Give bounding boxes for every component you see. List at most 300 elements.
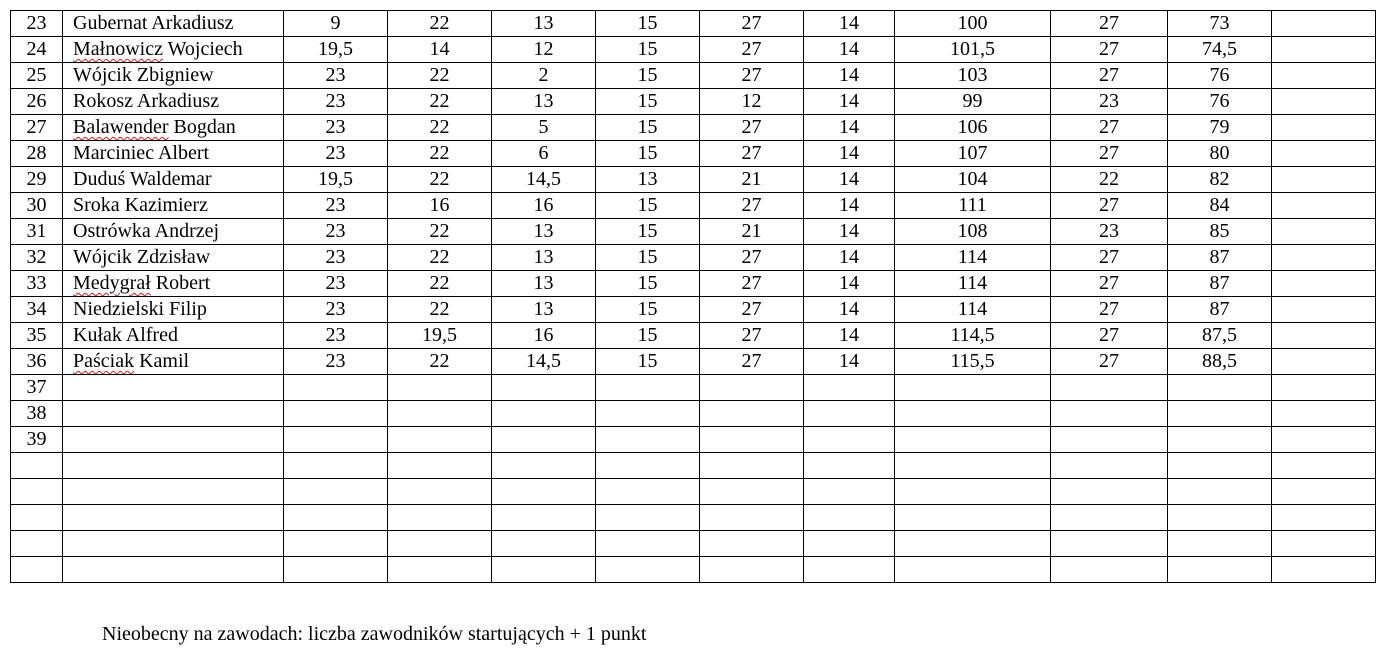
score-cell[interactable]: 21	[700, 219, 804, 245]
score-cell[interactable]	[700, 557, 804, 583]
score-cell[interactable]	[1272, 219, 1376, 245]
score-cell[interactable]	[1272, 349, 1376, 375]
score-cell[interactable]	[895, 401, 1051, 427]
row-number-cell[interactable]	[11, 453, 63, 479]
table-row	[11, 167, 1376, 193]
row-number-cell[interactable]: 38	[11, 401, 63, 427]
score-cell[interactable]	[284, 557, 388, 583]
row-number-cell[interactable]: 28	[11, 141, 63, 167]
score-cell[interactable]	[1051, 427, 1168, 453]
score-cell[interactable]	[804, 453, 895, 479]
score-cell[interactable]: 15	[596, 219, 700, 245]
score-cell[interactable]	[804, 401, 895, 427]
score-cell[interactable]	[388, 375, 492, 401]
competitor-name-cell[interactable]	[63, 427, 284, 453]
score-cell[interactable]: 21	[700, 167, 804, 193]
score-cell[interactable]: 23	[284, 245, 388, 271]
score-cell[interactable]	[492, 505, 596, 531]
competitor-name-cell[interactable]	[63, 37, 284, 63]
score-cell[interactable]: 22	[1051, 167, 1168, 193]
score-cell[interactable]: 16	[492, 193, 596, 219]
score-cell[interactable]: 108	[895, 219, 1051, 245]
score-cell[interactable]: 13	[492, 271, 596, 297]
score-cell[interactable]	[1272, 479, 1376, 505]
score-cell[interactable]	[1272, 297, 1376, 323]
row-number-cell[interactable]: 30	[11, 193, 63, 219]
score-cell[interactable]	[492, 401, 596, 427]
table-row	[11, 323, 1376, 349]
score-cell[interactable]: 14	[804, 297, 895, 323]
score-cell[interactable]: 19,5	[388, 323, 492, 349]
score-cell[interactable]: 76	[1168, 89, 1272, 115]
table-row	[11, 271, 1376, 297]
score-cell[interactable]: 15	[596, 37, 700, 63]
score-cell[interactable]	[895, 427, 1051, 453]
competitor-name-cell[interactable]	[63, 271, 284, 297]
competitor-name-text: Gubernat Arkadiusz	[73, 12, 234, 34]
competitor-name-cell[interactable]	[63, 323, 284, 349]
score-cell[interactable]	[1272, 401, 1376, 427]
score-cell[interactable]: 22	[388, 63, 492, 89]
competitor-name-text: Wojciech	[162, 38, 243, 60]
score-cell[interactable]	[1051, 453, 1168, 479]
score-cell[interactable]	[284, 453, 388, 479]
row-number-cell[interactable]: 25	[11, 63, 63, 89]
score-cell[interactable]	[492, 375, 596, 401]
score-cell[interactable]	[804, 427, 895, 453]
score-cell[interactable]: 27	[700, 193, 804, 219]
score-cell[interactable]: 14	[804, 193, 895, 219]
table-row	[11, 479, 1376, 505]
score-cell[interactable]	[700, 401, 804, 427]
score-cell[interactable]: 27	[700, 115, 804, 141]
score-cell[interactable]: 114	[895, 245, 1051, 271]
competitor-name-cell[interactable]	[63, 193, 284, 219]
score-cell[interactable]	[1051, 531, 1168, 557]
score-cell[interactable]: 23	[284, 323, 388, 349]
score-cell[interactable]: 23	[284, 271, 388, 297]
competitor-name-cell[interactable]	[63, 63, 284, 89]
row-number-cell[interactable]: 24	[11, 37, 63, 63]
spellcheck-flagged-word: Paściak	[73, 350, 135, 372]
score-cell[interactable]: 14	[804, 37, 895, 63]
score-cell[interactable]: 23	[284, 219, 388, 245]
score-cell[interactable]	[596, 531, 700, 557]
score-cell[interactable]: 14	[804, 271, 895, 297]
score-cell[interactable]	[1272, 63, 1376, 89]
competitor-name-cell[interactable]	[63, 531, 284, 557]
score-cell[interactable]: 114	[895, 271, 1051, 297]
score-cell[interactable]: 14	[804, 219, 895, 245]
table-row	[11, 11, 1376, 37]
competitor-name-cell[interactable]	[63, 141, 284, 167]
score-cell[interactable]: 27	[700, 323, 804, 349]
score-cell[interactable]: 15	[596, 245, 700, 271]
score-cell[interactable]: 14	[804, 63, 895, 89]
row-number-cell[interactable]: 35	[11, 323, 63, 349]
score-cell[interactable]	[700, 479, 804, 505]
spellcheck-flagged-word: Małnowicz	[73, 38, 163, 60]
competitor-name-text: Sroka Kazimierz	[73, 194, 208, 216]
score-cell[interactable]: 80	[1168, 141, 1272, 167]
score-cell[interactable]: 15	[596, 63, 700, 89]
score-cell[interactable]: 27	[1051, 297, 1168, 323]
score-cell[interactable]	[388, 453, 492, 479]
table-row	[11, 37, 1376, 63]
score-cell[interactable]: 27	[700, 349, 804, 375]
competitor-name-cell[interactable]	[63, 219, 284, 245]
score-cell[interactable]: 23	[1051, 219, 1168, 245]
score-cell[interactable]: 22	[388, 115, 492, 141]
score-cell[interactable]	[596, 427, 700, 453]
row-number-cell[interactable]: 39	[11, 427, 63, 453]
table-row	[11, 219, 1376, 245]
score-cell[interactable]	[700, 453, 804, 479]
table-row	[11, 115, 1376, 141]
table-row	[11, 193, 1376, 219]
score-cell[interactable]	[388, 401, 492, 427]
score-cell[interactable]	[1272, 245, 1376, 271]
score-cell[interactable]: 22	[388, 271, 492, 297]
score-cell[interactable]	[1272, 89, 1376, 115]
score-cell[interactable]: 22	[388, 141, 492, 167]
score-cell[interactable]	[492, 479, 596, 505]
results-table-body	[11, 11, 1376, 583]
table-row	[11, 245, 1376, 271]
score-cell[interactable]	[492, 531, 596, 557]
score-cell[interactable]: 15	[596, 349, 700, 375]
score-cell[interactable]: 27	[700, 245, 804, 271]
score-cell[interactable]: 27	[1051, 115, 1168, 141]
score-cell[interactable]: 23	[284, 115, 388, 141]
score-cell[interactable]	[700, 427, 804, 453]
table-row	[11, 297, 1376, 323]
score-cell[interactable]	[492, 453, 596, 479]
score-cell[interactable]: 111	[895, 193, 1051, 219]
row-number-cell[interactable]: 37	[11, 375, 63, 401]
score-cell[interactable]: 103	[895, 63, 1051, 89]
score-cell[interactable]: 22	[388, 219, 492, 245]
row-number-cell[interactable]	[11, 479, 63, 505]
table-row	[11, 557, 1376, 583]
score-cell[interactable]	[1168, 479, 1272, 505]
score-cell[interactable]: 27	[700, 271, 804, 297]
score-cell[interactable]: 27	[700, 37, 804, 63]
score-cell[interactable]	[596, 505, 700, 531]
score-cell[interactable]	[284, 427, 388, 453]
score-cell[interactable]: 19,5	[284, 167, 388, 193]
score-cell[interactable]: 13	[492, 245, 596, 271]
table-row	[11, 89, 1376, 115]
score-cell[interactable]	[1272, 375, 1376, 401]
score-cell[interactable]: 23	[284, 89, 388, 115]
score-cell[interactable]	[1051, 401, 1168, 427]
score-cell[interactable]: 23	[284, 297, 388, 323]
score-cell[interactable]	[804, 479, 895, 505]
score-cell[interactable]: 27	[1051, 63, 1168, 89]
score-cell[interactable]: 13	[492, 297, 596, 323]
score-cell[interactable]	[1272, 11, 1376, 37]
score-cell[interactable]: 87,5	[1168, 323, 1272, 349]
score-cell[interactable]: 15	[596, 11, 700, 37]
score-cell[interactable]: 107	[895, 141, 1051, 167]
score-cell[interactable]	[1051, 375, 1168, 401]
score-cell[interactable]: 84	[1168, 193, 1272, 219]
score-cell[interactable]: 27	[1051, 349, 1168, 375]
score-cell[interactable]	[1272, 115, 1376, 141]
table-row	[11, 427, 1376, 453]
score-cell[interactable]	[1168, 375, 1272, 401]
score-cell[interactable]: 22	[388, 167, 492, 193]
score-cell[interactable]: 12	[492, 37, 596, 63]
competitor-name-cell[interactable]	[63, 557, 284, 583]
score-cell[interactable]	[388, 505, 492, 531]
score-cell[interactable]	[596, 479, 700, 505]
score-cell[interactable]: 101,5	[895, 37, 1051, 63]
score-cell[interactable]	[1272, 505, 1376, 531]
score-cell[interactable]	[700, 505, 804, 531]
score-cell[interactable]: 27	[1051, 271, 1168, 297]
competitor-name-text: Ostrówka Andrzej	[73, 220, 220, 242]
row-number-cell[interactable]: 36	[11, 349, 63, 375]
score-cell[interactable]: 85	[1168, 219, 1272, 245]
score-cell[interactable]: 12	[700, 89, 804, 115]
score-cell[interactable]: 15	[596, 115, 700, 141]
score-cell[interactable]	[895, 505, 1051, 531]
score-cell[interactable]: 22	[388, 297, 492, 323]
score-cell[interactable]: 87	[1168, 271, 1272, 297]
score-cell[interactable]: 27	[1051, 141, 1168, 167]
score-cell[interactable]: 23	[284, 63, 388, 89]
row-number-cell[interactable]	[11, 505, 63, 531]
competitor-name-cell[interactable]	[63, 167, 284, 193]
row-number-cell[interactable]: 29	[11, 167, 63, 193]
score-cell[interactable]: 73	[1168, 11, 1272, 37]
competitor-name-cell[interactable]	[63, 11, 284, 37]
competitor-name-text: Robert	[150, 272, 211, 294]
score-cell[interactable]: 27	[700, 11, 804, 37]
score-cell[interactable]: 13	[492, 219, 596, 245]
score-cell[interactable]: 79	[1168, 115, 1272, 141]
score-cell[interactable]	[1051, 505, 1168, 531]
score-cell[interactable]: 13	[492, 11, 596, 37]
score-cell[interactable]	[1272, 531, 1376, 557]
score-cell[interactable]	[1051, 557, 1168, 583]
score-cell[interactable]	[388, 531, 492, 557]
competitor-name-cell[interactable]	[63, 453, 284, 479]
score-cell[interactable]: 104	[895, 167, 1051, 193]
score-cell[interactable]: 14	[804, 349, 895, 375]
score-cell[interactable]	[804, 531, 895, 557]
score-cell[interactable]: 23	[284, 193, 388, 219]
score-cell[interactable]: 22	[388, 89, 492, 115]
score-cell[interactable]	[1168, 531, 1272, 557]
score-cell[interactable]: 14	[804, 245, 895, 271]
score-cell[interactable]	[1272, 323, 1376, 349]
score-cell[interactable]: 14	[804, 115, 895, 141]
score-cell[interactable]	[492, 557, 596, 583]
score-cell[interactable]	[895, 375, 1051, 401]
score-cell[interactable]	[284, 401, 388, 427]
footnote: Nieobecny na zawodach: liczba zawodników startujących + 1 punkt	[102, 623, 647, 645]
competitor-name-text: Kamil	[134, 350, 190, 372]
score-cell[interactable]	[700, 375, 804, 401]
score-cell[interactable]: 15	[596, 193, 700, 219]
score-cell[interactable]: 14	[388, 37, 492, 63]
score-cell[interactable]: 106	[895, 115, 1051, 141]
row-number-cell[interactable]: 26	[11, 89, 63, 115]
score-cell[interactable]	[1272, 167, 1376, 193]
score-cell[interactable]	[284, 375, 388, 401]
score-cell[interactable]: 100	[895, 11, 1051, 37]
row-number-cell[interactable]	[11, 557, 63, 583]
score-cell[interactable]: 76	[1168, 63, 1272, 89]
score-cell[interactable]: 88,5	[1168, 349, 1272, 375]
score-cell[interactable]	[388, 427, 492, 453]
score-cell[interactable]	[1272, 453, 1376, 479]
score-cell[interactable]: 99	[895, 89, 1051, 115]
score-cell[interactable]: 22	[388, 349, 492, 375]
score-cell[interactable]: 14	[804, 11, 895, 37]
table-row	[11, 401, 1376, 427]
score-cell[interactable]	[388, 479, 492, 505]
score-cell[interactable]: 14	[804, 89, 895, 115]
score-cell[interactable]: 87	[1168, 245, 1272, 271]
score-cell[interactable]: 16	[388, 193, 492, 219]
score-cell[interactable]	[1272, 141, 1376, 167]
row-number-cell[interactable]: 31	[11, 219, 63, 245]
score-cell[interactable]	[895, 479, 1051, 505]
results-table	[10, 10, 1376, 583]
score-cell[interactable]	[492, 427, 596, 453]
score-cell[interactable]: 13	[596, 167, 700, 193]
competitor-name-cell[interactable]	[63, 479, 284, 505]
score-cell[interactable]: 16	[492, 323, 596, 349]
score-cell[interactable]: 14,5	[492, 349, 596, 375]
competitor-name-cell[interactable]	[63, 115, 284, 141]
score-cell[interactable]	[1168, 505, 1272, 531]
score-cell[interactable]: 15	[596, 297, 700, 323]
score-cell[interactable]	[1168, 557, 1272, 583]
row-number-cell[interactable]: 32	[11, 245, 63, 271]
score-cell[interactable]: 23	[284, 349, 388, 375]
table-row	[11, 453, 1376, 479]
score-cell[interactable]: 27	[1051, 37, 1168, 63]
score-cell[interactable]: 27	[1051, 193, 1168, 219]
score-cell[interactable]	[284, 479, 388, 505]
score-cell[interactable]: 27	[1051, 245, 1168, 271]
score-cell[interactable]: 27	[1051, 11, 1168, 37]
score-cell[interactable]	[804, 505, 895, 531]
score-cell[interactable]	[1168, 453, 1272, 479]
score-cell[interactable]	[804, 375, 895, 401]
score-cell[interactable]: 15	[596, 271, 700, 297]
score-cell[interactable]	[284, 531, 388, 557]
score-cell[interactable]: 115,5	[895, 349, 1051, 375]
table-row	[11, 349, 1376, 375]
score-cell[interactable]: 6	[492, 141, 596, 167]
score-cell[interactable]: 23	[1051, 89, 1168, 115]
competitor-name-cell[interactable]	[63, 505, 284, 531]
competitor-name-text: Wójcik Zbigniew	[73, 64, 214, 86]
score-cell[interactable]	[804, 557, 895, 583]
score-cell[interactable]: 27	[700, 297, 804, 323]
score-cell[interactable]	[596, 557, 700, 583]
score-cell[interactable]: 13	[492, 89, 596, 115]
score-cell[interactable]: 23	[284, 141, 388, 167]
score-cell[interactable]: 19,5	[284, 37, 388, 63]
score-cell[interactable]	[1168, 427, 1272, 453]
row-number-cell[interactable]: 27	[11, 115, 63, 141]
spellcheck-flagged-word: Medygrał	[73, 272, 151, 294]
row-number-cell[interactable]: 34	[11, 297, 63, 323]
score-cell[interactable]: 82	[1168, 167, 1272, 193]
competitor-name-cell[interactable]	[63, 401, 284, 427]
competitor-name-text: Niedzielski Filip	[73, 298, 207, 320]
competitor-name-cell[interactable]	[63, 375, 284, 401]
score-cell[interactable]: 114,5	[895, 323, 1051, 349]
competitor-name-cell[interactable]	[63, 297, 284, 323]
score-cell[interactable]: 22	[388, 11, 492, 37]
score-cell[interactable]: 27	[700, 63, 804, 89]
score-cell[interactable]	[388, 557, 492, 583]
score-cell[interactable]	[596, 375, 700, 401]
score-cell[interactable]	[895, 557, 1051, 583]
score-cell[interactable]	[596, 453, 700, 479]
score-cell[interactable]: 9	[284, 11, 388, 37]
score-cell[interactable]: 87	[1168, 297, 1272, 323]
row-number-cell[interactable]: 23	[11, 11, 63, 37]
competitor-name-cell[interactable]	[63, 89, 284, 115]
score-cell[interactable]	[895, 453, 1051, 479]
score-cell[interactable]	[1272, 271, 1376, 297]
score-cell[interactable]	[1272, 427, 1376, 453]
score-cell[interactable]	[1272, 557, 1376, 583]
score-cell[interactable]: 74,5	[1168, 37, 1272, 63]
score-cell[interactable]	[895, 531, 1051, 557]
score-cell[interactable]: 15	[596, 89, 700, 115]
score-cell[interactable]: 14	[804, 141, 895, 167]
competitor-name-text: Wójcik Zdzisław	[73, 246, 211, 268]
score-cell[interactable]	[1272, 37, 1376, 63]
score-cell[interactable]: 27	[1051, 323, 1168, 349]
table-row	[11, 375, 1376, 401]
table-row	[11, 141, 1376, 167]
score-cell[interactable]: 14	[804, 323, 895, 349]
competitor-name-cell[interactable]	[63, 349, 284, 375]
score-cell[interactable]	[700, 531, 804, 557]
score-cell[interactable]: 14,5	[492, 167, 596, 193]
competitor-name-cell[interactable]	[63, 245, 284, 271]
score-cell[interactable]	[1051, 479, 1168, 505]
score-cell[interactable]: 27	[700, 141, 804, 167]
score-cell[interactable]: 15	[596, 323, 700, 349]
score-cell[interactable]	[1168, 401, 1272, 427]
row-number-cell[interactable]: 33	[11, 271, 63, 297]
competitor-name-text: Bogdan	[168, 116, 236, 138]
row-number-cell[interactable]	[11, 531, 63, 557]
score-cell[interactable]	[284, 505, 388, 531]
score-cell[interactable]: 5	[492, 115, 596, 141]
score-cell[interactable]: 114	[895, 297, 1051, 323]
score-cell[interactable]: 15	[596, 141, 700, 167]
score-cell[interactable]	[1272, 193, 1376, 219]
score-cell[interactable]: 2	[492, 63, 596, 89]
score-cell[interactable]: 22	[388, 245, 492, 271]
score-cell[interactable]: 14	[804, 167, 895, 193]
competitor-name-text: Marciniec Albert	[73, 142, 210, 164]
score-cell[interactable]	[596, 401, 700, 427]
